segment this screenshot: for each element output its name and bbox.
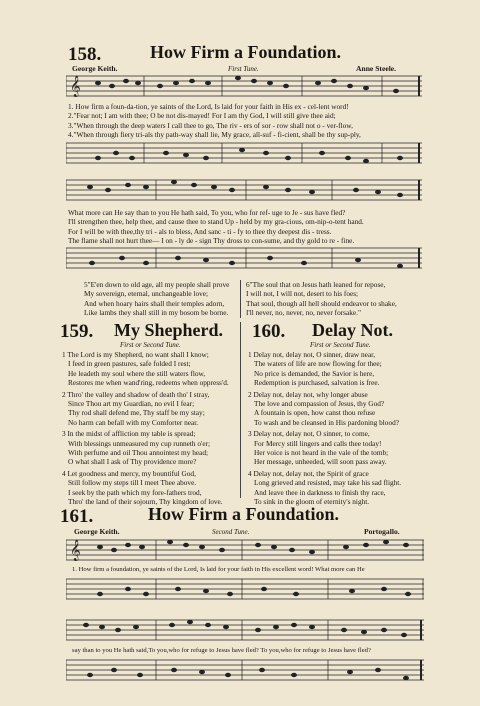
hymn-tune-161: Second Tune. [212, 528, 250, 536]
verse-line: Restores me when wand'ring, redeems when oppress'd. [68, 378, 229, 388]
verse-line: 6"The soul that on Jesus hath leaned for repose, [246, 280, 386, 289]
verse-line: 3 Delay not, delay not, O sinner, to come, [248, 429, 370, 439]
music-staff-158-bass [66, 141, 422, 165]
verse-line: My sovereign, eternal, unchangeable love; [84, 289, 209, 299]
verse-line: For I will be with thee,thy tri - als to bless, And sanc - ti - fy to thee thy deepest dis - tress. [68, 226, 332, 236]
verse-line: 4."When through fiery tri-als thy path-way shall lie, My grace, all-suf - fi-cient, shall be thy sup-ply, [68, 130, 361, 140]
hymn-number-160: 160. [252, 321, 286, 342]
verse-line: 3 In the midst of affliction my table is spread; [62, 429, 196, 439]
hymn-composer-158: Anne Steele. [356, 64, 397, 73]
verse-line: 5"E'en down to old age, all my people shall prove [84, 280, 230, 289]
hymn-number-161: 161. [60, 506, 94, 527]
verse-line: Still follow my steps till I meet Thee above. [68, 478, 197, 488]
music-staff-161-lower-bass [66, 657, 424, 687]
verse-line: 2."Fear not; I am with thee; O be not dis-mayed! For I am thy God, I will still give thee aid; [68, 111, 336, 121]
verse-line: Long grieved and resisted, may take his sad flight. [254, 478, 402, 488]
hymn-author-161: George Keith. [74, 527, 120, 536]
verse-line: Since Thou art my Guardian, no evil I fear; [68, 399, 195, 409]
verse-line: The waters of life are now flowing for thee; [254, 359, 382, 369]
hymn-tune-159: First or Second Tune. [120, 341, 181, 349]
music-staff-158-lower [66, 178, 422, 204]
stanza [248, 390, 401, 428]
stanza [62, 390, 229, 428]
verse-line: 4 Delay not, delay not, the Spirit of grace [248, 468, 369, 478]
svg-text:𝄞: 𝄞 [70, 76, 81, 97]
stanza [248, 429, 401, 467]
verse-line: That soul, though all hell should endeavor to shake, [246, 298, 397, 308]
hymn-title-158: How Firm a Foundation. [150, 42, 342, 62]
verse-line: 2 Delay not, delay not, why longer abuse [248, 389, 368, 399]
stanza [62, 350, 229, 388]
verse-line: I will not, I will not, desert to his foes; [246, 289, 359, 299]
verse-line: Redemption is purchased, salvation is free. [254, 378, 380, 388]
hymn-161-lyric-2: say than to you He hath said,To you,who for refuge to Jesus have fled? To you,who for refuge to Jesus have fled? [72, 647, 371, 654]
music-staff-161-bass [66, 577, 424, 603]
hymn-title-159: My Shepherd. [114, 320, 224, 340]
hymn-title-160: Delay Not. [312, 320, 393, 340]
verse-line: And leave thee in darkness to finish thy race, [254, 487, 386, 497]
hymn-158-stanza-5 [84, 280, 229, 318]
verse-line: 2 Thro' the valley and shadow of death tho' I stray, [62, 389, 210, 399]
hymn-tune-160: First or Second Tune. [310, 341, 371, 349]
verse-line: No harm can befall with my Comforter near. [68, 417, 199, 427]
verse-line: Like lambs they shall still in my bosom be borne. [84, 308, 229, 318]
column-divider [240, 322, 241, 498]
verse-line: A fountain is open, how canst thou refuse [254, 408, 376, 418]
verse-line: 1 Delay not, delay not, O sinner, draw near, [248, 350, 376, 359]
verse-line: I'll never, no, never, no, never forsake." [246, 308, 361, 318]
music-staff-158-upper [66, 74, 422, 100]
verse-line: What more can He say than to you He hath said, To you, who for ref- uge to Je - sus have fled? [68, 208, 346, 217]
verse-line: Thro' the land of their sojourn, Thy kingdom of love. [68, 497, 223, 507]
hymn-title-161: How Firm a Foundation. [148, 504, 340, 524]
verse-line: I seek by the path which my fore-fathers trod, [68, 487, 202, 497]
svg-text:𝄞: 𝄞 [70, 540, 81, 561]
verse-line: 1. How firm a foun-da-tion, ye saints of the Lord, Is laid for your faith in His ex - cel-lent word! [68, 102, 349, 111]
hymn-158-verses-b [68, 208, 364, 246]
music-staff-161-upper [66, 536, 424, 564]
stanza [62, 429, 229, 467]
music-staff-161-lower [66, 616, 424, 644]
hymn-158-verses-a [68, 102, 361, 140]
verse-line: I'll strengthen thee, help thee, and cause thee to stand Up - held by my gra-cious, om-nip-o-tent hand. [68, 217, 364, 227]
column-divider [240, 280, 241, 318]
stanza [248, 350, 401, 388]
hymn-number-159: 159. [60, 321, 94, 342]
hymn-160-stanzas [248, 350, 401, 509]
verse-line: O what shall I ask of Thy providence more? [68, 457, 197, 467]
hymn-composer-161: Portogallo. [364, 527, 400, 536]
verse-line: The flame shall not hurt thee— I on - ly de - sign Thy dross to con-sume, and thy gold to re - fine. [68, 236, 355, 246]
verse-line: Her voice is not heard in the vale of the tomb; [254, 448, 389, 458]
hymn-tune-158: First Tune. [228, 65, 259, 73]
verse-line: The love and compassion of Jesus, thy God? [254, 399, 385, 409]
verse-line: For Mercy still lingers and calls thee today! [254, 438, 382, 448]
music-staff-158-lower-bass [66, 246, 422, 272]
verse-line: No price is demanded, the Savior is here, [254, 368, 375, 378]
hymn-number-158: 158. [68, 44, 102, 65]
verse-line: He leadeth my soul where the still waters flow, [68, 368, 206, 378]
stanza [248, 469, 401, 507]
verse-line: Thy rod shall defend me, Thy staff be my stay; [68, 408, 205, 418]
hymn-161-lyric-1: 1. How firm a foundation, ye saints of the Lord, Is laid for your faith in His excellent word! What more can He [72, 566, 365, 573]
verse-line: Her message, unheeded, will soon pass away. [254, 457, 387, 467]
hymn-158-stanza-6 [246, 280, 397, 318]
verse-line: To sink in the gloom of eternity's night. [254, 497, 370, 507]
verse-line: 1 The Lord is my Shepherd, no want shall I know; [62, 350, 209, 359]
verse-line: 4 Let goodness and mercy, my bountiful God, [62, 468, 196, 478]
verse-line: To wash and be cleansed in His pardoning blood? [254, 417, 399, 427]
verse-line: I feed in green pastures, safe folded I rest; [68, 359, 191, 369]
verse-line: With blessings unmeasured my cup runneth o'er; [68, 438, 211, 448]
verse-line: And when hoary hairs shall their temples adorn, [84, 298, 225, 308]
verse-line: 3."When through the deep waters I call thee to go, The riv - ers of sor - row shall not o - ver-flow, [68, 120, 353, 130]
hymn-author-158: George Keith. [72, 64, 118, 73]
stanza [62, 469, 229, 507]
hymn-159-stanzas [62, 350, 229, 509]
verse-line: With perfume and oil Thou annointest my head; [68, 448, 209, 458]
